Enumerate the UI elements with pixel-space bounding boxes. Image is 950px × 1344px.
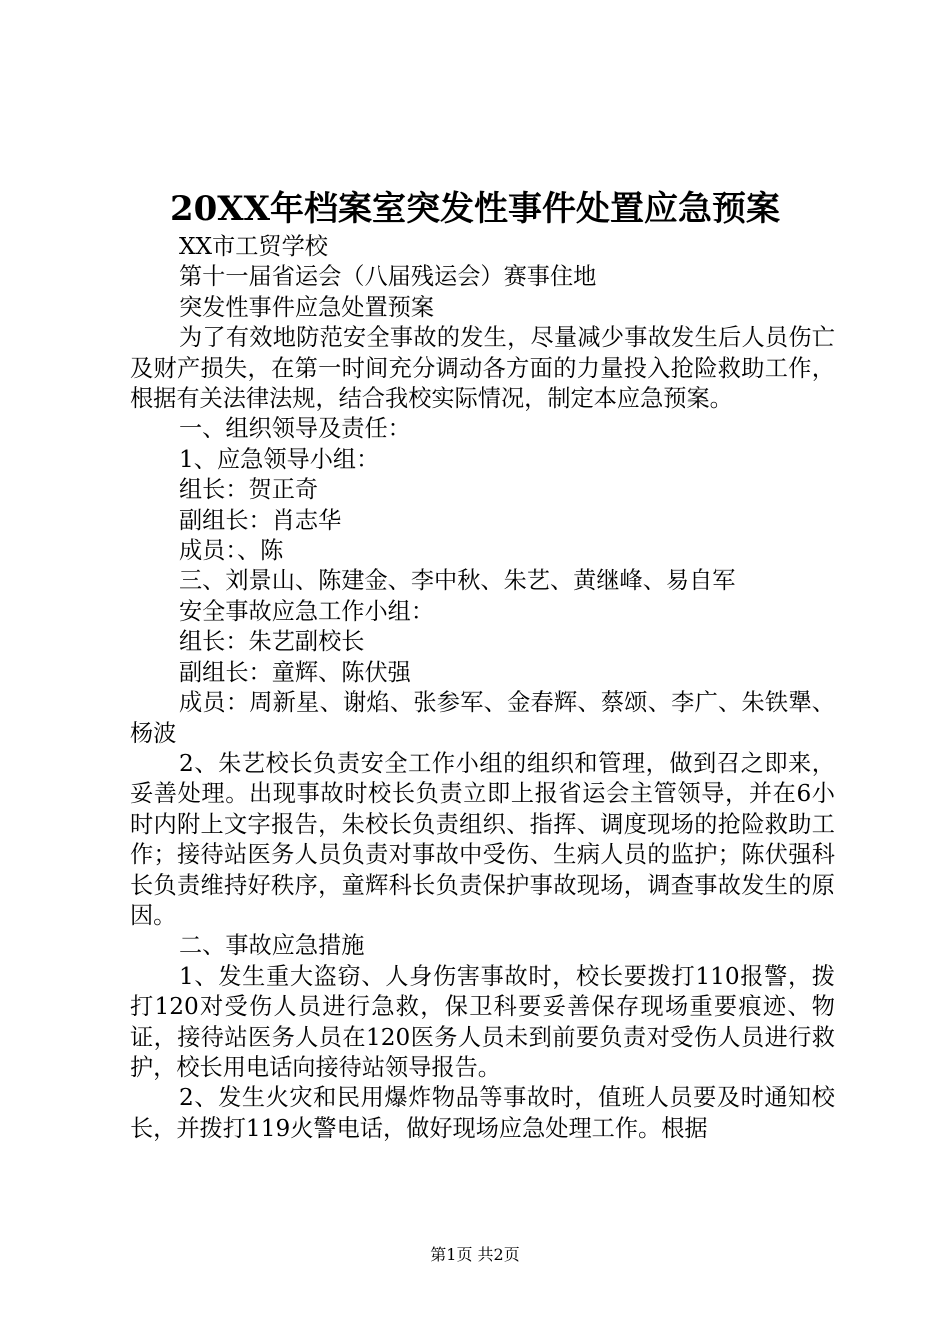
measure-paragraph-1: 1、发生重大盗窃、人身伤害事故时，校长要拨打110报警，拨打120对受伤人员进行急救，保卫科要妥善保存现场重要痕迹、物证，接待站医务人员在120医务人员未到前要负责对受伤人员进行救护，校长用电话向接待站领导报告。 xyxy=(130,962,835,1081)
measure-paragraph-2: 2、发生火灾和民用爆炸物品等事故时，值班人员要及时通知校长，并拨打119火警电话，做好现场应急处理工作。根据 xyxy=(130,1084,835,1142)
members-line: 成员：、陈 xyxy=(179,537,284,565)
document-title: 20XX年档案室突发性事件处置应急预案 xyxy=(169,189,781,229)
document-body xyxy=(130,232,835,1144)
section-heading-2: 二、事故应急措施 xyxy=(179,932,365,960)
school-name: XX市工贸学校 xyxy=(179,233,328,260)
plan-name: 突发性事件应急处置预案 xyxy=(179,293,435,321)
safety-group-heading: 安全事故应急工作小组： xyxy=(179,597,435,625)
safety-leader-line: 组长：朱艺副校长 xyxy=(179,628,365,656)
subheading-leadership-group: 1、应急领导小组： xyxy=(179,445,380,473)
safety-deputy-line: 副组长：童辉、陈伏强 xyxy=(179,658,411,686)
section-heading-1: 一、组织领导及责任： xyxy=(179,415,411,443)
deputy-leader-line: 副组长：肖志华 xyxy=(179,506,342,534)
leader-line: 组长：贺正奇 xyxy=(179,476,319,504)
members-list-line: 三、刘景山、陈建金、李中秋、朱艺、黄继峰、易自军 xyxy=(179,567,736,595)
page-footer: 第1页 共2页 xyxy=(430,1245,520,1264)
safety-members-paragraph: 成员：周新星、谢焰、张参军、金春辉、蔡颂、李广、朱铁犟、杨波 xyxy=(130,689,835,747)
intro-paragraph: 为了有效地防范安全事故的发生，尽量减少事故发生后人员伤亡及财产损失，在第一时间充分调动各方面的力量投入抢险救助工作，根据有关法律法规，结合我校实际情况，制定本应急预案。 xyxy=(130,324,835,413)
responsibility-paragraph: 2、朱艺校长负责安全工作小组的组织和管理，做到召之即来，妥善处理。出现事故时校长负责立即上报省运会主管领导，并在6小时内附上文字报告，朱校长负责组织、指挥、调度现场的抢险救助工作；接待站医务人员负责对事故中受伤、生病人员的监护；陈伏强科长负责维持好秩序，童辉科长负责保护事故现场，调查事故发生的原因。 xyxy=(130,749,835,929)
event-name: 第十一届省运会（八届残运会）赛事住地 xyxy=(179,263,597,291)
